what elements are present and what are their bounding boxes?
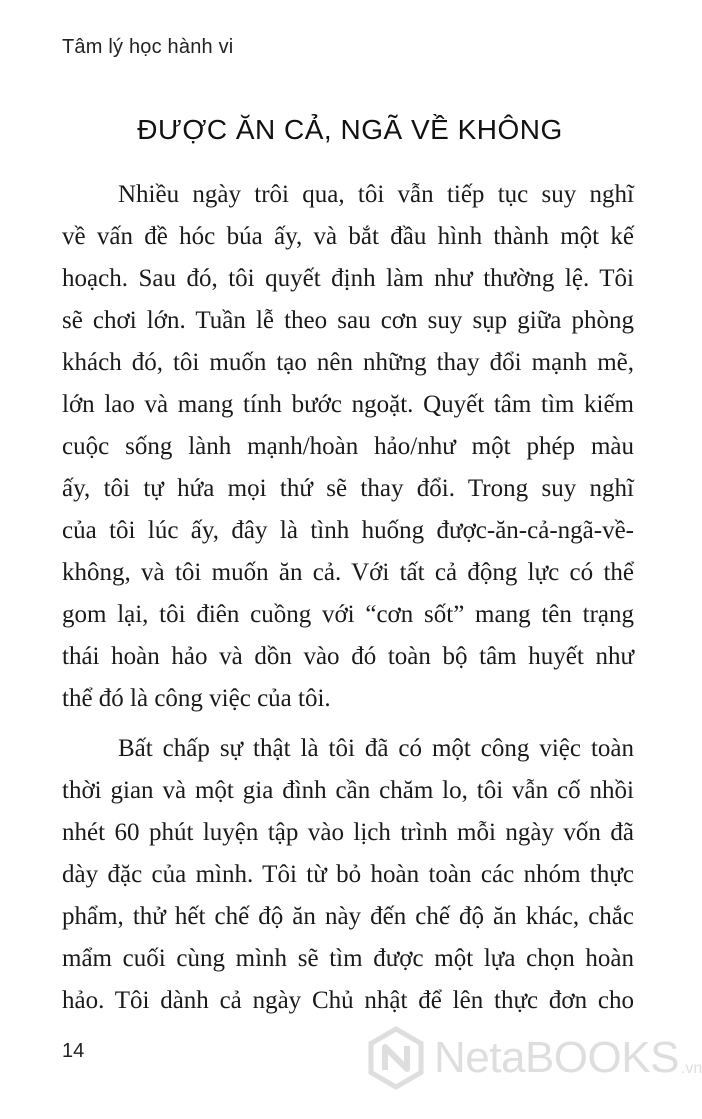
text-line: thể đó là công việc của tôi. bbox=[62, 685, 331, 712]
text-line: hoạch. Sau đó, tôi quyết định làm như thường lệ. Tôi bbox=[62, 265, 634, 292]
text-line: Bất chấp sự thật là tôi đã có một công việc toàn bbox=[118, 735, 634, 762]
text-line: của tôi lúc ấy, đây là tình huống được-ăn-cả-ngã-về- bbox=[62, 517, 634, 544]
running-header: Tâm lý học hành vi bbox=[62, 36, 234, 58]
paragraph-1 bbox=[62, 174, 634, 720]
watermark-suffix: .vn bbox=[680, 1060, 702, 1077]
text-line: dày đặc của mình. Tôi từ bỏ hoàn toàn các nhóm thực bbox=[62, 861, 634, 888]
n-hexagon-logo-icon bbox=[364, 1026, 428, 1090]
text-line: khách đó, tôi muốn tạo nên những thay đổi mạnh mẽ, bbox=[62, 349, 634, 376]
paragraph-2 bbox=[62, 728, 634, 1022]
text-line: ấy, tôi tự hứa mọi thứ sẽ thay đổi. Trong suy nghĩ bbox=[62, 475, 634, 502]
text-line: lớn lao và mang tính bước ngoặt. Quyết tâm tìm kiếm bbox=[62, 391, 634, 418]
page-number: 14 bbox=[62, 1040, 85, 1062]
text-line: về vấn đề hóc búa ấy, và bắt đầu hình thành một kế bbox=[62, 223, 634, 250]
chapter-title: ĐƯỢC ĂN CẢ, NGÃ VỀ KHÔNG bbox=[137, 114, 563, 145]
text-line: thời gian và một gia đình cần chăm lo, tôi vẫn cố nhồi bbox=[62, 777, 634, 804]
text-line: sẽ chơi lớn. Tuần lễ theo sau cơn suy sụp giữa phòng bbox=[62, 307, 634, 334]
text-line: phẩm, thử hết chế độ ăn này đến chế độ ăn khác, chắc bbox=[62, 903, 634, 930]
text-line: Nhiều ngày trôi qua, tôi vẫn tiếp tục suy nghĩ bbox=[118, 181, 634, 208]
text-line: gom lại, tôi điên cuồng với “cơn sốt” mang tên trạng bbox=[62, 601, 634, 628]
text-line: nhét 60 phút luyện tập vào lịch trình mỗi ngày vốn đã bbox=[62, 819, 634, 846]
text-line: thái hoàn hảo và dồn vào đó toàn bộ tâm huyết như bbox=[62, 643, 634, 670]
text-line: hảo. Tôi dành cả ngày Chủ nhật để lên thực đơn cho bbox=[62, 987, 634, 1014]
watermark-logo bbox=[364, 1022, 702, 1094]
text-line: cuộc sống lành mạnh/hoàn hảo/như một phép màu bbox=[62, 433, 634, 460]
text-line: không, và tôi muốn ăn cả. Với tất cả động lực có thể bbox=[62, 559, 634, 586]
watermark-brand: NetaBOOKS bbox=[434, 1033, 679, 1082]
text-line: mẩm cuối cùng mình sẽ tìm được một lựa chọn hoàn bbox=[62, 945, 634, 972]
